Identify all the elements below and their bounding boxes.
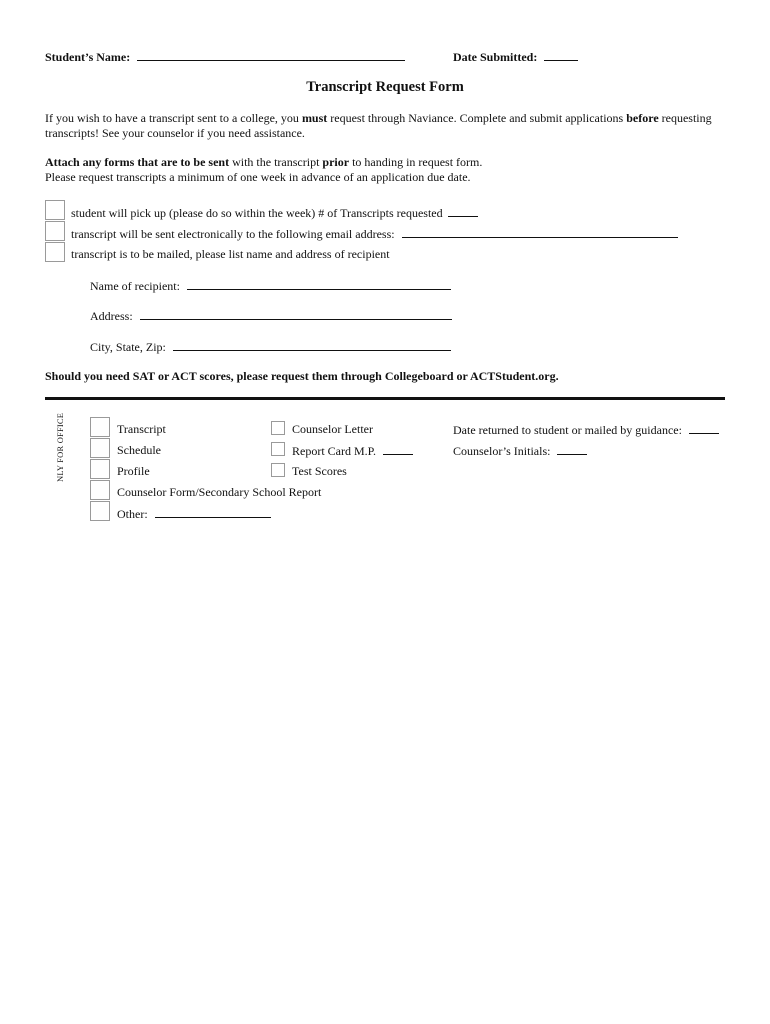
office-other-field[interactable]: [155, 506, 271, 518]
office-profile-label: Profile: [117, 464, 150, 478]
option-email-checkbox[interactable]: [45, 221, 65, 241]
office-profile-checkbox[interactable]: [90, 459, 110, 479]
recipient-address-field[interactable]: [140, 308, 452, 320]
recipient-address-row: [90, 308, 452, 324]
date-submitted-row: [453, 49, 578, 65]
office-test-scores-label: Test Scores: [292, 464, 347, 478]
recipient-city-label: City, State, Zip:: [90, 340, 166, 354]
student-name-row: [45, 49, 405, 65]
recipient-name-field[interactable]: [187, 278, 451, 290]
office-report-card-field[interactable]: [383, 443, 413, 455]
office-counselor-letter-checkbox[interactable]: [271, 421, 285, 435]
office-initials-row: [453, 443, 587, 459]
office-counselor-form-checkbox[interactable]: [90, 480, 110, 500]
office-use-label: NLY FOR OFFICE: [55, 412, 65, 482]
recipient-city-field[interactable]: [173, 339, 451, 351]
office-initials-field[interactable]: [557, 443, 587, 455]
office-divider: [45, 397, 725, 400]
office-other-row: [117, 506, 271, 522]
transcript-count-field[interactable]: [448, 205, 478, 217]
option-email-label: transcript will be sent electronically to the following email address:: [71, 227, 395, 241]
option-pickup-checkbox[interactable]: [45, 200, 65, 220]
office-test-scores-checkbox[interactable]: [271, 463, 285, 477]
intro-line-1: [45, 111, 712, 126]
office-other-checkbox[interactable]: [90, 501, 110, 521]
student-name-label: Student’s Name:: [45, 50, 131, 64]
recipient-name-row: [90, 278, 451, 294]
attach-line-2: Please request transcripts a minimum of one week in advance of an application due date.: [45, 170, 471, 184]
office-counselor-form-label: Counselor Form/Secondary School Report: [117, 485, 322, 499]
option-mail-label: transcript is to be mailed, please list name and address of recipient: [71, 247, 390, 261]
date-submitted-field[interactable]: [544, 49, 578, 61]
office-other-label: Other:: [117, 507, 148, 521]
office-transcript-label: Transcript: [117, 422, 166, 436]
office-report-card-checkbox[interactable]: [271, 442, 285, 456]
recipient-city-row: [90, 339, 451, 355]
recipient-address-label: Address:: [90, 309, 133, 323]
page-title: Transcript Request Form: [306, 79, 464, 95]
intro-text-3: requesting: [658, 111, 712, 125]
office-schedule-checkbox[interactable]: [90, 438, 110, 458]
option-pickup: [71, 205, 478, 221]
option-mail-checkbox[interactable]: [45, 242, 65, 262]
office-initials-label: Counselor’s Initials:: [453, 444, 551, 458]
office-schedule-label: Schedule: [117, 443, 161, 457]
intro-line-2: transcripts! See your counselor if you need assistance.: [45, 126, 305, 140]
attach-bold: Attach any forms that are to be sent: [45, 155, 230, 169]
office-report-card-label: Report Card M.P.: [292, 444, 376, 458]
attach-line-1: [45, 155, 482, 170]
office-date-returned-field[interactable]: [689, 422, 719, 434]
intro-text-2: request through Naviance. Complete and submit applications: [327, 111, 627, 125]
office-counselor-letter-label: Counselor Letter: [292, 422, 373, 436]
office-date-returned-row: [453, 422, 719, 438]
email-address-field[interactable]: [402, 226, 678, 238]
attach-prior: prior: [322, 155, 350, 169]
office-report-card-row: [292, 443, 413, 459]
office-transcript-checkbox[interactable]: [90, 417, 110, 437]
student-name-field[interactable]: [137, 49, 405, 61]
attach-text: with the transcript: [229, 155, 323, 169]
option-pickup-label: student will pick up (please do so within the week) # of Transcripts requested: [71, 206, 443, 220]
intro-text: If you wish to have a transcript sent to a college, you: [45, 111, 302, 125]
office-date-returned-label: Date returned to student or mailed by guidance:: [453, 423, 682, 437]
scores-note: Should you need SAT or ACT scores, please request them through Collegeboard or ACTStudent.org.: [45, 369, 559, 383]
intro-must: must: [301, 111, 328, 125]
recipient-name-label: Name of recipient:: [90, 279, 180, 293]
date-submitted-label: Date Submitted:: [453, 50, 538, 64]
attach-text-2: to handing in request form.: [349, 155, 483, 169]
option-email: [71, 226, 678, 242]
intro-before: before: [626, 111, 659, 125]
